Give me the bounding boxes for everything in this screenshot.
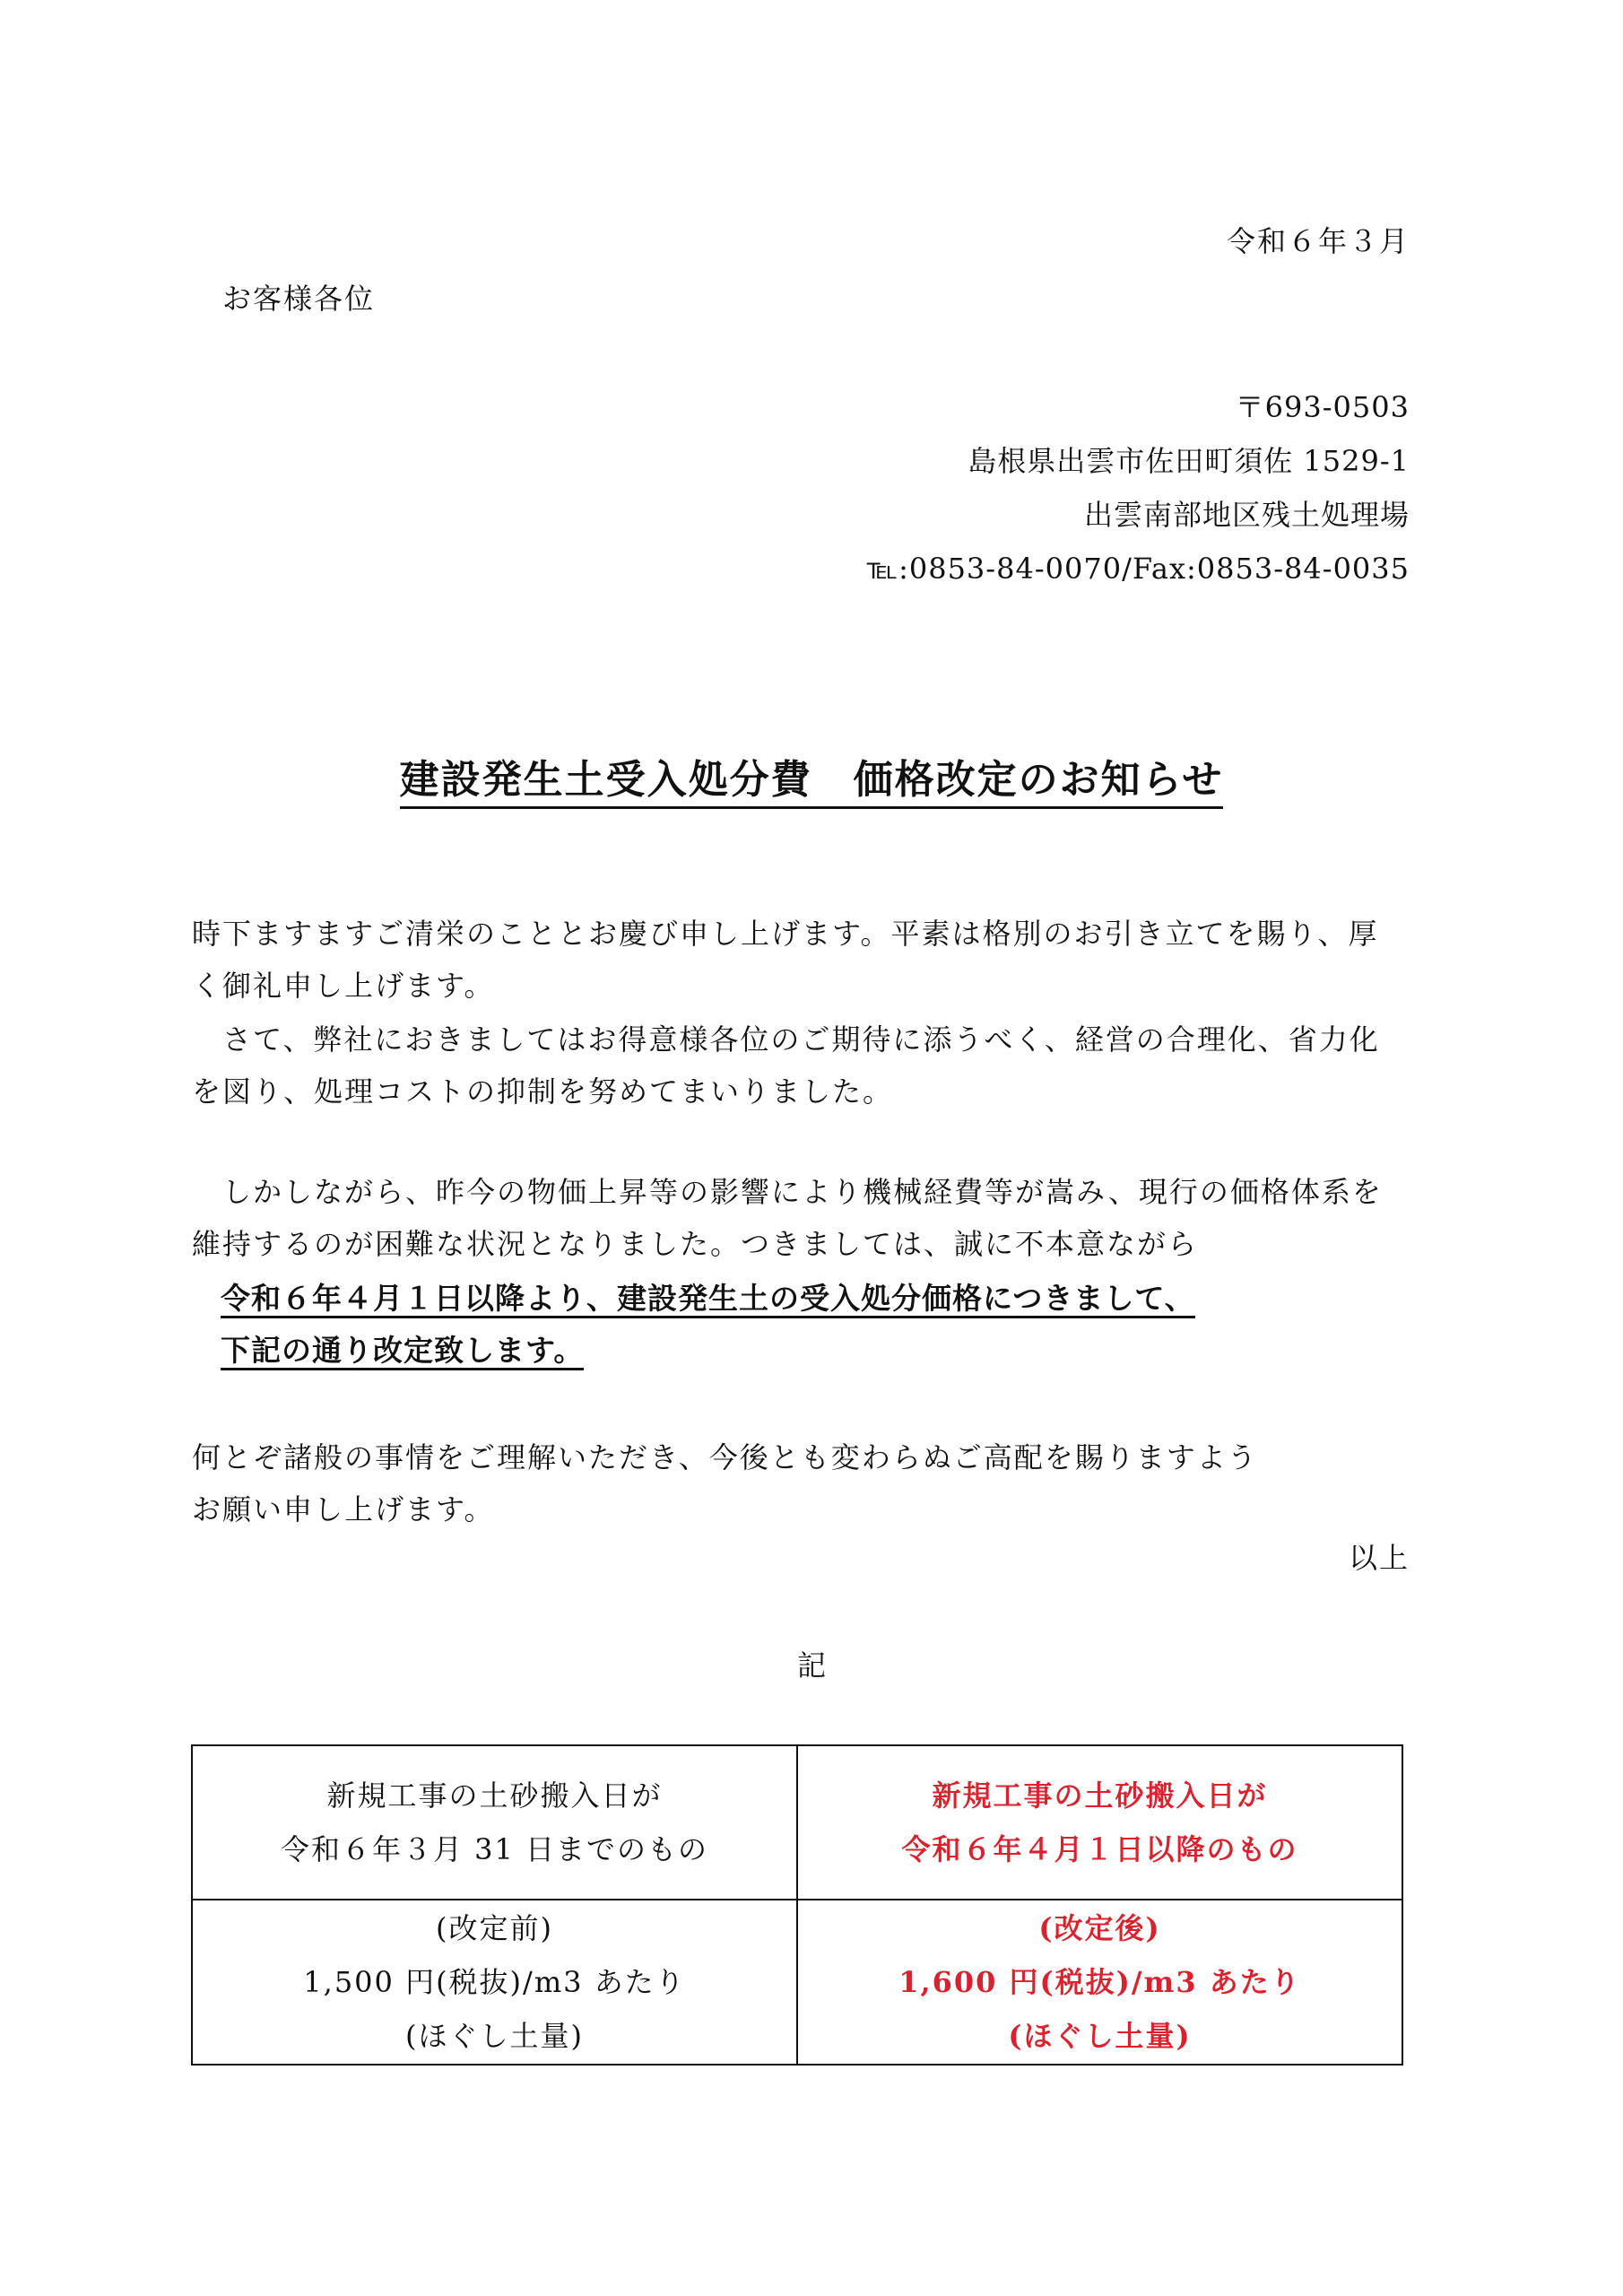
- after-unit: (ほぐし土量): [1008, 2019, 1192, 2053]
- paragraph-line: を図り、処理コストの抑制を努めてまいりました。: [192, 1074, 894, 1109]
- before-price: 1,500 円(税抜)/m3 あたり: [303, 1965, 686, 1999]
- paragraph-line: 維持するのが困難な状況となりました。つきましては、誠に不本意ながら: [192, 1227, 1199, 1261]
- paragraph-line: 時下ますますご清栄のこととお慶び申し上げます。平素は格別のお引き立てを賜り、厚: [192, 917, 1379, 951]
- sender-contact: ℡:0853-84-0070/Fax:0853-84-0035: [866, 552, 1410, 586]
- salutation: お客様各位: [222, 282, 376, 316]
- revision-notice-line: 下記の通り改定致します。: [221, 1333, 584, 1370]
- before-label: (改定前): [436, 1911, 553, 1945]
- price-table-value-row: [192, 1900, 1402, 2065]
- revision-notice-line: 令和６年４月１日以降より、建設発生土の受入処分価格につきまして、: [221, 1281, 1195, 1318]
- paragraph-line: しかしながら、昨今の物価上昇等の影響により機械経費等が嵩み、現行の価格体系を: [192, 1175, 1383, 1209]
- price-table-header-row: [192, 1745, 1402, 1900]
- paragraph-efforts: [192, 1013, 1411, 1118]
- issue-date: 令和６年３月: [1226, 224, 1410, 258]
- ki-heading: 記: [796, 1648, 826, 1683]
- sender-name: 出雲南部地区残土処理場: [1083, 498, 1410, 532]
- paragraph-greeting: [192, 908, 1411, 1012]
- paragraph-line: 何とぞ諸般の事情をご理解いただき、今後とも変わらぬご高配を賜りますよう: [192, 1440, 1258, 1474]
- before-unit: (ほぐし土量): [405, 2019, 584, 2053]
- sender-address: 島根県出雲市佐田町須佐 1529-1: [968, 444, 1410, 478]
- after-price: 1,600 円(税抜)/m3 あたり: [898, 1965, 1301, 1999]
- paragraph-line: く御礼申し上げます。: [192, 969, 495, 1003]
- before-header-line: 新規工事の土砂搬入日が: [326, 1779, 663, 1813]
- after-header-line: 新規工事の土砂搬入日が: [932, 1779, 1268, 1813]
- after-label: (改定後): [1038, 1911, 1161, 1945]
- closing-mark: 以上: [1348, 1541, 1410, 1575]
- sender-postal: 〒693-0503: [1235, 390, 1410, 424]
- before-price-cell: [192, 1900, 797, 2065]
- after-header-cell: [797, 1745, 1402, 1900]
- before-header-cell: [192, 1745, 797, 1900]
- before-header-line: 令和６年３月 31 日までのもの: [280, 1832, 709, 1866]
- paragraph-line: お願い申し上げます。: [192, 1492, 495, 1526]
- after-price-cell: [797, 1900, 1402, 2065]
- revision-notice: [221, 1273, 1195, 1377]
- paragraph-line: さて、弊社におきましてはお得意様各位のご期待に添うべく、経営の合理化、省力化: [192, 1022, 1380, 1057]
- after-header-line: 令和６年４月１日以降のもの: [901, 1832, 1298, 1866]
- paragraph-request: [192, 1431, 1411, 1535]
- paragraph-reason: [192, 1166, 1411, 1270]
- price-table: [191, 1744, 1403, 2066]
- document-title-text: 建設発生土受入処分費 価格改定のお知らせ: [400, 757, 1224, 809]
- document-title: [0, 747, 1623, 804]
- sender-block: [867, 380, 1410, 596]
